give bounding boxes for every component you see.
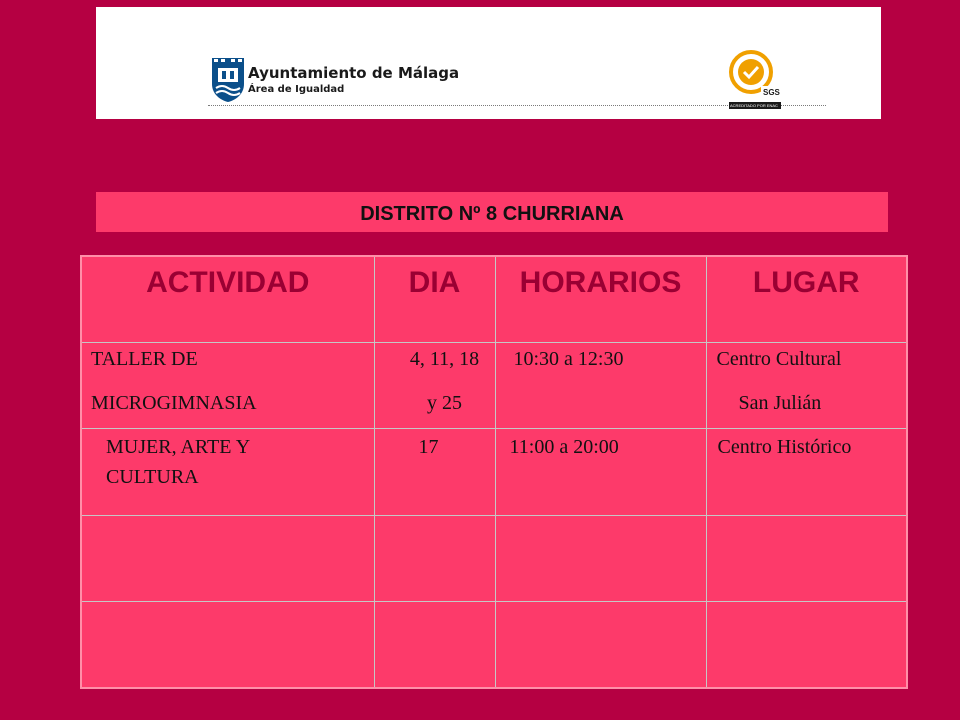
lugar-line-2: San Julián — [738, 391, 822, 414]
cell-lugar — [706, 429, 907, 515]
actividad-line-1: MUJER, ARTE Y — [106, 436, 251, 459]
table-row-empty — [81, 602, 907, 688]
cell-lugar — [706, 342, 907, 428]
cell-empty — [81, 602, 374, 688]
table-row — [81, 342, 907, 428]
organization-department: Área de Igualdad — [248, 84, 345, 95]
column-header-dia: DIA — [374, 256, 495, 342]
cell-empty — [706, 515, 907, 601]
horario-text: 10:30 a 12:30 — [513, 347, 624, 370]
dia-line-2: y 25 — [427, 391, 462, 414]
table-row-empty — [81, 515, 907, 601]
cell-horario — [495, 342, 706, 428]
lugar-text: Centro Histórico — [717, 436, 852, 459]
column-header-horarios: HORARIOS — [495, 256, 706, 342]
lugar-line-1: Centro Cultural — [716, 347, 842, 370]
cell-empty — [706, 602, 907, 688]
organization-name: Ayuntamiento de Málaga — [248, 64, 460, 82]
cell-empty — [374, 515, 495, 601]
activity-schedule-table — [80, 255, 908, 689]
cell-horario — [495, 429, 706, 515]
enac-label: ACREDITADO POR ENAC — [730, 103, 778, 108]
cell-dia — [374, 429, 495, 515]
dia-text: 17 — [418, 436, 439, 459]
header-banner — [96, 7, 881, 119]
table-header-row — [81, 256, 907, 342]
table-row — [81, 429, 907, 515]
column-header-actividad: ACTIVIDAD — [81, 256, 374, 342]
dia-line-1: 4, 11, 18 — [409, 347, 480, 370]
district-title-bar — [96, 192, 888, 232]
cell-empty — [495, 515, 706, 601]
coat-of-arms-holder — [208, 56, 248, 104]
horario-text: 11:00 a 20:00 — [509, 436, 619, 459]
cell-empty — [495, 602, 706, 688]
column-header-lugar: LUGAR — [706, 256, 907, 342]
cell-empty — [374, 602, 495, 688]
cell-actividad — [81, 429, 374, 515]
actividad-line-2: MICROGIMNASIA — [91, 391, 257, 414]
cell-dia — [374, 342, 495, 428]
sgs-seal — [727, 48, 783, 110]
actividad-line-1: TALLER DE — [91, 347, 198, 370]
sgs-certification-seal-icon — [727, 48, 783, 110]
actividad-line-2: CULTURA — [106, 466, 199, 489]
sgs-label: SGS — [763, 88, 780, 97]
district-title: DISTRITO Nº 8 CHURRIANA — [360, 202, 624, 225]
coat-of-arms-icon — [208, 56, 248, 104]
cell-empty — [81, 515, 374, 601]
cell-actividad — [81, 342, 374, 428]
